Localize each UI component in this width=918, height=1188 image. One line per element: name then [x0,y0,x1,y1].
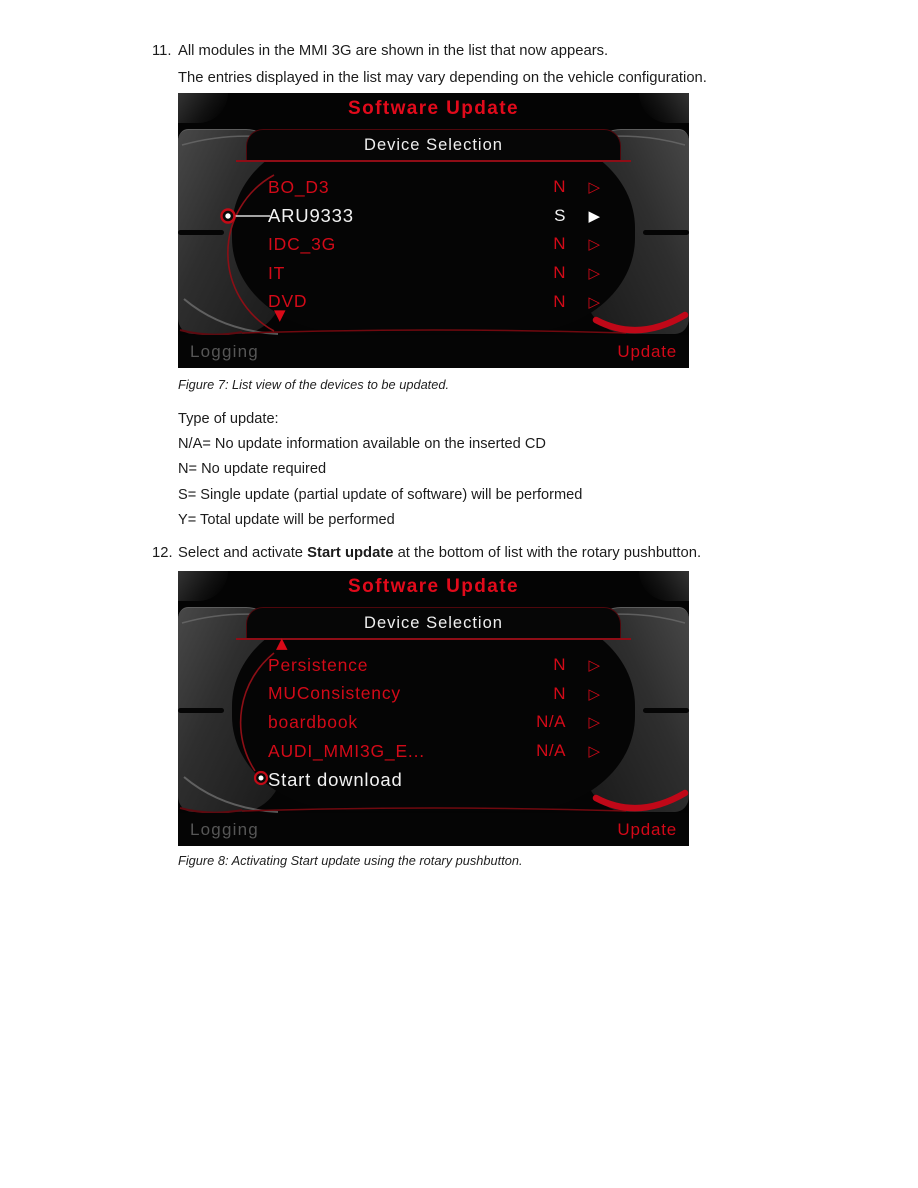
device-row[interactable] [268,651,600,680]
triangle-outline-icon: ▷ [588,264,600,283]
step-12 [152,540,701,567]
header-divider [236,638,631,640]
bezel-highlight-bottom-left [184,299,278,334]
update-type-status: N [553,683,566,703]
mmi-softkey-bar [178,813,689,846]
legend-item: N= No update required [178,461,327,478]
header-divider [236,160,631,162]
red-accent-left [180,808,242,813]
step-text: Select and activate [178,545,308,561]
device-label: MUConsistency [268,683,401,704]
device-row[interactable] [268,737,600,766]
device-label: ARU9333 [268,204,354,226]
triangle-outline-icon: ▷ [588,713,600,732]
step-number: 11. [152,43,172,59]
device-label: IDC_3G [268,233,337,254]
figure-caption: Figure 8: Activating Start update using the rotary pushbutton. [178,853,523,868]
device-label: IT [268,262,286,283]
device-row[interactable] [268,259,600,288]
triangle-outline-icon: ▷ [588,656,600,675]
softkey-logging[interactable]: Logging [190,819,259,839]
device-label: Persistence [268,654,369,675]
step-number: 12. [152,545,173,561]
triangle-outline-icon: ▷ [588,684,600,703]
mmi-screen-title: Software Update [348,576,519,597]
device-list [268,173,600,316]
device-label: BO_D3 [268,176,330,197]
update-type-status: N [553,291,566,311]
step-text-bold: Start update [307,545,394,561]
mmi-screenshot-figure7 [178,93,689,368]
figure-caption: Figure 7: List view of the devices to be updated. [178,377,450,392]
triangle-outline-icon: ▷ [588,742,600,761]
scroll-down-icon[interactable]: ▼ [274,306,286,324]
device-row[interactable] [268,230,600,259]
device-list [268,651,600,794]
device-row[interactable] [268,202,600,231]
update-type-status: N/A [536,741,566,761]
footer-separator-line [242,808,626,811]
legend-item: N/A= No update information available on the inserted CD [178,436,546,453]
step-text-line: All modules in the MMI 3G are shown in the list that now appears. [178,43,609,59]
update-type-legend [178,407,582,533]
device-label: DVD [268,291,308,312]
step-text-line: The entries displayed in the list may vary depending on the vehicle configuration. [178,70,707,86]
red-accent-swoosh [596,315,685,330]
device-row[interactable] [268,680,600,709]
triangle-outline-icon: ▷ [588,235,600,254]
device-label: AUDI_MMI3G_E... [268,740,425,761]
mmi-screen-header: Device Selection [246,129,621,161]
device-row[interactable] [268,173,600,202]
softkey-logging[interactable]: Logging [190,341,259,361]
legend-item: Y= Total update will be performed [178,511,395,528]
update-type-status: N [553,234,566,254]
red-accent-left [180,330,242,335]
red-accent-swoosh [596,793,685,808]
legend-heading: Type of update: [178,411,279,427]
scroll-up-icon[interactable]: ▲ [276,634,288,652]
step-11 [152,38,707,92]
footer-separator-line [242,330,626,333]
device-row[interactable] [268,708,600,737]
device-row[interactable] [268,765,600,794]
triangle-outline-icon: ▷ [588,292,600,311]
update-type-status: N/A [536,712,566,732]
mmi-screenshot-figure8 [178,571,689,846]
update-type-status: S [554,205,566,225]
update-type-status: N [553,177,566,197]
mmi-screen-header: Device Selection [246,607,621,639]
step-text: at the bottom of list with the rotary pushbutton. [393,545,702,561]
step-text-line [178,540,701,567]
softkey-update[interactable]: Update [617,819,677,839]
update-type-status: N [553,655,566,675]
device-label: boardbook [268,711,358,732]
mmi-screen-title: Software Update [348,98,519,119]
triangle-filled-icon: ▶ [588,206,600,225]
device-label: Start download [268,768,403,790]
update-type-status: N [553,263,566,283]
legend-item: S= Single update (partial update of software) will be performed [178,486,583,503]
softkey-update[interactable]: Update [617,341,677,361]
callout-marker-dot [225,213,230,218]
device-row[interactable] [268,287,600,316]
triangle-outline-icon: ▷ [588,178,600,197]
callout-marker-dot [259,776,264,781]
mmi-softkey-bar [178,335,689,368]
